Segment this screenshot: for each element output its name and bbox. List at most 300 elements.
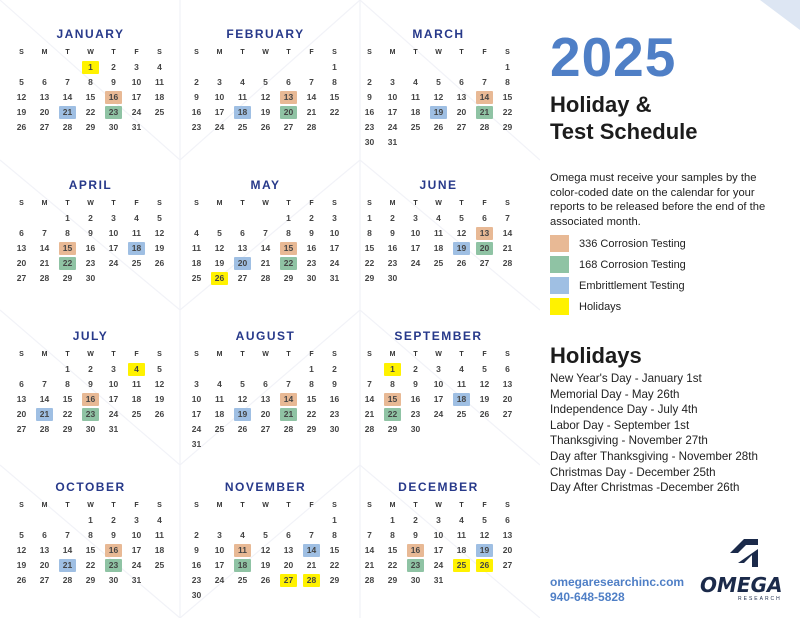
date-cell: 5	[19, 77, 24, 87]
empty-cell	[13, 61, 30, 74]
date-cell: 11	[457, 379, 466, 389]
date-cell: 24	[410, 258, 421, 268]
date-cell: 21	[364, 560, 375, 570]
date-cell: 29	[85, 575, 96, 585]
date-cell: 15	[329, 545, 340, 555]
month-name: MARCH	[412, 27, 465, 41]
date-cell: 11	[215, 394, 224, 404]
holiday-item: Independence Day - July 4th	[550, 403, 698, 417]
date-cell: 3	[217, 530, 222, 540]
date-cell: 15	[364, 243, 375, 253]
date-cell: 21	[306, 560, 317, 570]
date-cell: 6	[286, 77, 291, 87]
empty-cell	[13, 363, 30, 376]
date-cell: 22	[85, 107, 96, 117]
legend-item-holidays	[550, 296, 686, 317]
highlighted-date: 14	[476, 91, 493, 104]
date-cell: 16	[191, 560, 202, 570]
date-cell: 2	[413, 364, 418, 374]
weekday-label: S	[505, 49, 510, 56]
date-cell: 23	[410, 409, 421, 419]
website-link[interactable]: omegaresearchinc.com	[550, 575, 685, 589]
highlighted-date: 19	[234, 408, 251, 421]
empty-cell	[211, 61, 228, 74]
date-cell: 17	[214, 107, 225, 117]
date-cell: 14	[62, 92, 73, 102]
date-cell: 7	[42, 228, 47, 238]
weekday-label: F	[482, 49, 487, 56]
date-cell: 27	[479, 258, 490, 268]
empty-cell	[407, 61, 424, 74]
weekday-label: S	[332, 351, 337, 358]
date-cell: 7	[482, 77, 487, 87]
weekday-label: M	[389, 351, 396, 358]
date-cell: 29	[62, 273, 73, 283]
date-cell: 7	[505, 213, 510, 223]
weekday-label: W	[435, 49, 442, 56]
date-cell: 10	[131, 530, 142, 540]
date-cell: 28	[479, 122, 490, 132]
highlighted-date: 18	[234, 559, 251, 572]
date-cell: 20	[260, 409, 271, 419]
weekday-label: M	[216, 351, 223, 358]
date-cell: 27	[260, 424, 271, 434]
date-cell: 30	[329, 424, 340, 434]
date-cell: 13	[502, 530, 513, 540]
weekday-label: W	[262, 49, 269, 56]
date-cell: 26	[456, 258, 467, 268]
date-cell: 4	[413, 77, 418, 87]
date-cell: 5	[263, 77, 268, 87]
date-cell: 10	[214, 92, 225, 102]
highlighted-date: 25	[453, 559, 470, 572]
date-cell: 11	[434, 228, 443, 238]
date-cell: 14	[39, 394, 50, 404]
weekday-label: F	[309, 502, 314, 509]
month-name: SEPTEMBER	[394, 329, 483, 343]
date-cell: 30	[364, 137, 375, 147]
date-cell: 7	[367, 530, 372, 540]
date-cell: 6	[263, 379, 268, 389]
empty-cell	[234, 363, 251, 376]
month-july	[10, 327, 171, 437]
date-cell: 11	[457, 530, 466, 540]
legend-item-336	[550, 233, 686, 254]
date-cell: 5	[263, 530, 268, 540]
date-cell: 12	[16, 92, 27, 102]
date-cell: 29	[283, 273, 294, 283]
date-cell: 28	[260, 273, 271, 283]
date-cell: 31	[433, 575, 444, 585]
date-cell: 18	[214, 409, 225, 419]
weekday-label: S	[505, 200, 510, 207]
date-cell: 10	[108, 379, 119, 389]
date-cell: 4	[459, 364, 464, 374]
date-cell: 12	[214, 243, 225, 253]
date-cell: 4	[459, 515, 464, 525]
weekday-label: T	[111, 49, 116, 56]
omega-logo	[698, 533, 788, 608]
date-cell: 7	[42, 379, 47, 389]
highlighted-date: 22	[384, 408, 401, 421]
month-days-grid	[10, 196, 171, 286]
date-cell: 25	[131, 258, 142, 268]
holiday-item: Christmas Day - December 25th	[550, 465, 716, 479]
date-cell: 1	[309, 364, 314, 374]
date-cell: 8	[367, 228, 372, 238]
date-cell: 6	[459, 77, 464, 87]
weekday-label: F	[482, 502, 487, 509]
weekday-label: T	[65, 351, 70, 358]
highlighted-date: 15	[280, 242, 297, 255]
date-cell: 16	[85, 243, 96, 253]
weekday-label: T	[286, 49, 291, 56]
empty-cell	[234, 514, 251, 527]
date-cell: 3	[413, 213, 418, 223]
month-name: JANUARY	[56, 27, 125, 41]
date-cell: 28	[39, 273, 50, 283]
empty-cell	[59, 514, 76, 527]
date-cell: 25	[237, 575, 248, 585]
weekday-label: M	[41, 502, 48, 509]
date-cell: 3	[111, 213, 116, 223]
date-cell: 3	[390, 77, 395, 87]
date-cell: 7	[263, 228, 268, 238]
empty-cell	[59, 61, 76, 74]
month-name: JUNE	[419, 178, 458, 192]
date-cell: 6	[505, 515, 510, 525]
empty-cell	[257, 61, 274, 74]
weekday-label: S	[194, 351, 199, 358]
highlighted-date: 23	[82, 408, 99, 421]
date-cell: 3	[194, 379, 199, 389]
date-cell: 18	[410, 107, 421, 117]
month-august	[185, 327, 346, 452]
weekday-label: W	[87, 351, 94, 358]
date-cell: 2	[111, 515, 116, 525]
date-cell: 21	[260, 258, 271, 268]
date-cell: 4	[217, 379, 222, 389]
date-cell: 20	[502, 545, 513, 555]
date-cell: 13	[16, 394, 27, 404]
date-cell: 9	[194, 92, 199, 102]
highlighted-date: 23	[105, 559, 122, 572]
date-cell: 31	[108, 424, 119, 434]
date-cell: 16	[387, 243, 398, 253]
date-cell: 12	[154, 379, 165, 389]
holiday-item: Day After Christmas -December 26th	[550, 481, 740, 495]
date-cell: 28	[62, 575, 73, 585]
weekday-label: W	[87, 502, 94, 509]
date-cell: 30	[85, 424, 96, 434]
date-cell: 19	[260, 560, 271, 570]
date-cell: 25	[433, 258, 444, 268]
highlighted-date: 1	[82, 61, 99, 74]
date-cell: 1	[332, 62, 337, 72]
empty-cell	[257, 363, 274, 376]
legend-item-168	[550, 254, 686, 275]
weekday-label: S	[19, 502, 24, 509]
date-cell: 8	[88, 530, 93, 540]
empty-cell	[211, 514, 228, 527]
date-cell: 6	[19, 379, 24, 389]
month-november	[185, 478, 346, 603]
date-cell: 9	[194, 545, 199, 555]
date-cell: 1	[390, 515, 395, 525]
month-may	[185, 176, 346, 286]
legend-item-embrittlement	[550, 275, 686, 296]
empty-cell	[211, 212, 228, 225]
date-cell: 9	[367, 92, 372, 102]
date-cell: 17	[387, 107, 398, 117]
holiday-item: New Year's Day - January 1st	[550, 372, 702, 385]
date-cell: 26	[260, 575, 271, 585]
date-cell: 10	[108, 228, 119, 238]
highlighted-date: 20	[476, 242, 493, 255]
weekday-label: W	[435, 502, 442, 509]
legend-label-embrittlement: Embrittlement Testing	[579, 279, 685, 292]
date-cell: 18	[456, 545, 467, 555]
weekday-label: T	[111, 351, 116, 358]
empty-cell	[384, 61, 401, 74]
date-cell: 11	[155, 77, 164, 87]
date-cell: 31	[387, 137, 398, 147]
empty-cell	[234, 212, 251, 225]
weekday-label: W	[435, 200, 442, 207]
month-days-grid	[185, 498, 346, 603]
highlighted-date: 14	[303, 544, 320, 557]
weekday-label: T	[240, 200, 245, 207]
date-cell: 10	[387, 92, 398, 102]
date-cell: 25	[456, 409, 467, 419]
highlighted-date: 16	[105, 91, 122, 104]
date-cell: 10	[433, 530, 444, 540]
date-cell: 4	[240, 77, 245, 87]
date-cell: 17	[433, 394, 444, 404]
date-cell: 22	[329, 560, 340, 570]
highlighted-date: 1	[384, 363, 401, 376]
date-cell: 6	[19, 228, 24, 238]
month-name: NOVEMBER	[224, 480, 307, 494]
date-cell: 24	[191, 424, 202, 434]
highlighted-date: 16	[407, 544, 424, 557]
empty-cell	[13, 514, 30, 527]
date-cell: 24	[131, 560, 142, 570]
weekday-label: S	[332, 200, 337, 207]
empty-cell	[280, 61, 297, 74]
highlighted-date: 15	[384, 393, 401, 406]
date-cell: 19	[16, 560, 27, 570]
weekday-label: T	[286, 200, 291, 207]
legend-label-168: 168 Corrosion Testing	[579, 258, 686, 271]
weekday-label: W	[87, 200, 94, 207]
month-days-grid	[185, 347, 346, 452]
date-cell: 15	[387, 545, 398, 555]
date-cell: 31	[131, 575, 142, 585]
date-cell: 20	[502, 394, 513, 404]
title-line-1: Holiday &	[550, 92, 652, 117]
weekday-label: S	[157, 49, 162, 56]
empty-cell	[361, 514, 378, 527]
date-cell: 16	[364, 107, 375, 117]
date-cell: 29	[387, 575, 398, 585]
date-cell: 14	[502, 228, 513, 238]
omega-logo-icon	[726, 535, 762, 571]
highlighted-date: 14	[280, 393, 297, 406]
date-cell: 4	[194, 228, 199, 238]
date-cell: 1	[65, 213, 70, 223]
date-cell: 8	[390, 379, 395, 389]
date-cell: 4	[240, 530, 245, 540]
month-march	[358, 25, 519, 150]
highlighted-date: 18	[453, 393, 470, 406]
weekday-label: T	[111, 200, 116, 207]
date-cell: 15	[62, 394, 73, 404]
date-cell: 4	[436, 213, 441, 223]
date-cell: 8	[309, 379, 314, 389]
date-cell: 18	[131, 394, 142, 404]
date-cell: 14	[39, 243, 50, 253]
date-cell: 22	[329, 107, 340, 117]
month-days-grid	[358, 45, 519, 150]
highlighted-date: 16	[82, 393, 99, 406]
date-cell: 13	[39, 92, 50, 102]
date-cell: 17	[410, 243, 421, 253]
date-cell: 25	[131, 409, 142, 419]
date-cell: 31	[191, 439, 202, 449]
date-cell: 24	[387, 122, 398, 132]
weekday-label: T	[459, 351, 464, 358]
date-cell: 10	[214, 545, 225, 555]
legend-label-holidays: Holidays	[579, 300, 622, 313]
date-cell: 16	[410, 394, 421, 404]
month-name: APRIL	[68, 178, 113, 192]
date-cell: 21	[502, 243, 513, 253]
date-cell: 8	[332, 77, 337, 87]
weekday-label: T	[65, 49, 70, 56]
date-cell: 8	[332, 530, 337, 540]
weekday-label: S	[194, 49, 199, 56]
date-cell: 28	[502, 258, 513, 268]
date-cell: 2	[332, 364, 337, 374]
date-cell: 3	[436, 515, 441, 525]
date-cell: 31	[329, 273, 340, 283]
weekday-label: S	[157, 200, 162, 207]
highlighted-date: 22	[280, 257, 297, 270]
date-cell: 30	[191, 590, 202, 600]
highlighted-date: 23	[105, 106, 122, 119]
date-cell: 2	[88, 364, 93, 374]
year-title: 2025	[550, 26, 677, 88]
weekday-label: T	[459, 49, 464, 56]
weekday-label: T	[240, 502, 245, 509]
weekday-label: S	[505, 502, 510, 509]
date-cell: 27	[283, 122, 294, 132]
date-cell: 20	[283, 560, 294, 570]
date-cell: 11	[132, 228, 141, 238]
date-cell: 28	[364, 575, 375, 585]
date-cell: 21	[306, 107, 317, 117]
month-name: OCTOBER	[55, 480, 126, 494]
holiday-item: Day after Thanksgiving - November 28th	[550, 449, 758, 463]
date-cell: 6	[286, 530, 291, 540]
date-cell: 26	[16, 122, 27, 132]
date-cell: 29	[502, 122, 513, 132]
date-cell: 11	[238, 92, 247, 102]
corner-decoration	[760, 0, 800, 30]
highlighted-date: 22	[59, 257, 76, 270]
date-cell: 12	[154, 228, 165, 238]
date-cell: 28	[364, 424, 375, 434]
date-cell: 5	[482, 515, 487, 525]
date-cell: 11	[155, 530, 164, 540]
date-cell: 11	[192, 243, 201, 253]
date-cell: 30	[85, 273, 96, 283]
date-cell: 8	[65, 228, 70, 238]
date-cell: 30	[387, 273, 398, 283]
date-cell: 3	[134, 515, 139, 525]
holiday-item: Thanksgiving - November 27th	[550, 434, 708, 448]
date-cell: 12	[237, 394, 248, 404]
date-cell: 3	[436, 364, 441, 374]
date-cell: 13	[502, 379, 513, 389]
date-cell: 1	[88, 515, 93, 525]
month-october	[10, 478, 171, 588]
date-cell: 24	[108, 258, 119, 268]
legend-swatch-embrittlement	[550, 277, 569, 294]
weekday-label: T	[413, 200, 418, 207]
date-cell: 5	[217, 228, 222, 238]
weekday-label: T	[413, 49, 418, 56]
month-days-grid	[10, 347, 171, 437]
date-cell: 1	[505, 62, 510, 72]
date-cell: 22	[364, 258, 375, 268]
logo-name: OMEGA	[700, 573, 783, 597]
date-cell: 29	[62, 424, 73, 434]
date-cell: 20	[456, 107, 467, 117]
date-cell: 28	[306, 122, 317, 132]
empty-cell	[13, 212, 30, 225]
weekday-label: F	[309, 49, 314, 56]
date-cell: 20	[39, 560, 50, 570]
date-cell: 6	[482, 213, 487, 223]
date-cell: 10	[191, 394, 202, 404]
date-cell: 19	[214, 258, 225, 268]
date-cell: 15	[85, 92, 96, 102]
weekday-label: T	[240, 49, 245, 56]
date-cell: 22	[387, 560, 398, 570]
weekday-label: S	[157, 351, 162, 358]
date-cell: 24	[214, 122, 225, 132]
date-cell: 9	[309, 228, 314, 238]
date-cell: 24	[433, 409, 444, 419]
date-cell: 25	[191, 273, 202, 283]
date-cell: 24	[108, 409, 119, 419]
date-cell: 29	[329, 575, 340, 585]
weekday-label: S	[367, 351, 372, 358]
date-cell: 27	[16, 424, 27, 434]
weekday-label: F	[134, 49, 139, 56]
highlighted-date: 21	[476, 106, 493, 119]
date-cell: 3	[134, 62, 139, 72]
empty-cell	[430, 61, 447, 74]
weekday-label: W	[262, 200, 269, 207]
date-cell: 13	[237, 243, 248, 253]
date-cell: 13	[16, 243, 27, 253]
date-cell: 2	[194, 530, 199, 540]
highlighted-date: 21	[280, 408, 297, 421]
date-cell: 13	[39, 545, 50, 555]
